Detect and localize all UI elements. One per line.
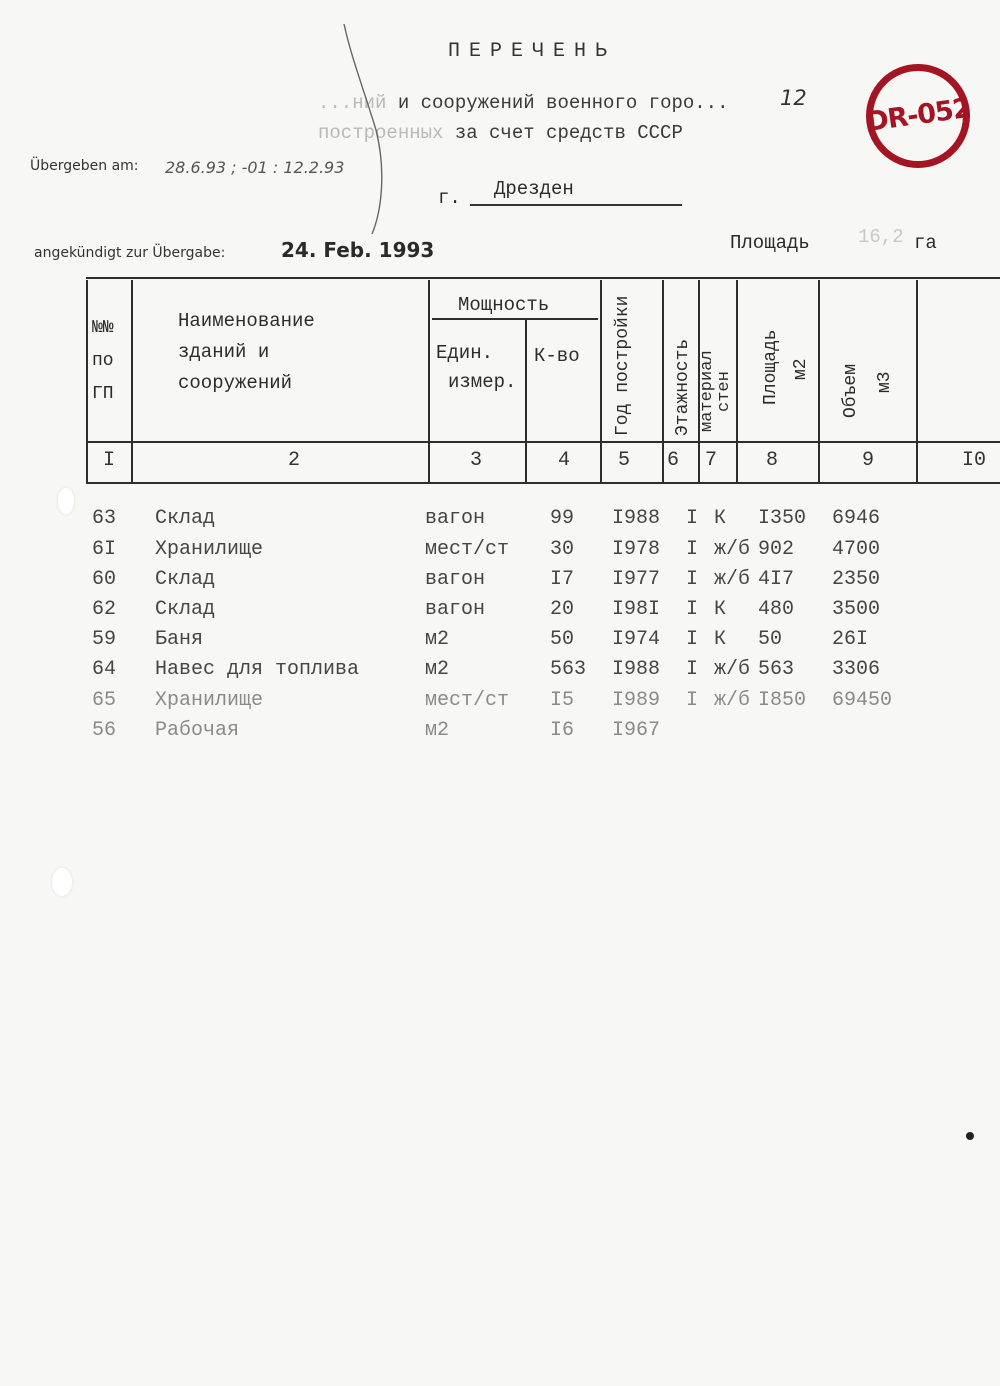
punch-hole-mark	[58, 488, 74, 514]
col-border-2	[428, 280, 430, 483]
row-qty: I6	[550, 719, 575, 742]
row-material: ж/б	[714, 689, 751, 712]
column-number-5: 5	[618, 449, 631, 472]
row-volume: 4700	[832, 538, 881, 561]
header-area-line-2: м2	[791, 358, 811, 380]
handwritten-number: 12	[780, 86, 807, 110]
header-qty: К-во	[534, 345, 580, 367]
header-unit-line-2: измер.	[448, 371, 517, 393]
header-divider	[86, 441, 1000, 443]
col-border-7	[736, 280, 738, 483]
header-material-line-1: материал	[698, 350, 717, 432]
row-num: 63	[92, 507, 117, 530]
angekuendigt-stamp: 24. Feb. 1993	[281, 238, 435, 262]
table-bottom-border	[86, 482, 1000, 484]
row-area: 480	[758, 598, 795, 621]
row-year: I978	[612, 538, 661, 561]
row-name: Рабочая	[155, 719, 240, 742]
row-unit: мест/ст	[425, 689, 510, 712]
row-qty: 50	[550, 628, 575, 651]
row-unit: вагон	[425, 507, 486, 530]
col-border-5	[662, 280, 664, 483]
row-volume: 6946	[832, 507, 881, 530]
area-label: Площадь	[730, 232, 810, 254]
row-material: К	[714, 507, 727, 530]
archive-stamp-text: DR-052	[864, 92, 973, 139]
row-year: I977	[612, 568, 661, 591]
subtitle-line-2-text: за счет средств СССР	[454, 122, 683, 144]
row-name: Склад	[155, 568, 216, 591]
row-num: 65	[92, 689, 117, 712]
header-name-line-2: зданий и	[178, 341, 270, 363]
subtitle-line-2-faded: построенных	[318, 122, 444, 144]
row-qty: I5	[550, 689, 575, 712]
city-label: г.	[438, 187, 461, 209]
row-floors: I	[686, 658, 699, 681]
column-number-9: 9	[862, 449, 875, 472]
row-name: Хранилище	[155, 689, 264, 712]
row-area: 4I7	[758, 568, 795, 591]
row-unit: вагон	[425, 598, 486, 621]
row-name: Хранилище	[155, 538, 264, 561]
row-name: Склад	[155, 598, 216, 621]
row-unit: м2	[425, 719, 450, 742]
row-year: I967	[612, 719, 661, 742]
col-border-8	[818, 280, 820, 483]
row-material: ж/б	[714, 658, 751, 681]
col-border-0	[86, 280, 88, 483]
row-area: 50	[758, 628, 783, 651]
row-num: 6I	[92, 538, 117, 561]
header-name	[178, 306, 315, 399]
row-volume: 26I	[832, 628, 869, 651]
area-value: 16,2	[858, 226, 904, 248]
column-number-4: 4	[558, 449, 571, 472]
row-year: I974	[612, 628, 661, 651]
row-year: I989	[612, 689, 661, 712]
header-num-line-3: ГП	[92, 384, 114, 404]
ink-dot-mark	[966, 1132, 974, 1140]
subtitle-line-1-text: и сооружений военного горо...	[397, 92, 729, 114]
punch-hole-mark	[52, 868, 72, 896]
header-area	[756, 329, 816, 405]
row-area: 902	[758, 538, 795, 561]
header-material	[699, 350, 733, 432]
row-volume: 69450	[832, 689, 893, 712]
header-num-line-2: по	[92, 351, 114, 371]
table-row	[0, 658, 1000, 688]
row-area: I350	[758, 507, 807, 530]
row-unit: м2	[425, 628, 450, 651]
row-unit: мест/ст	[425, 538, 510, 561]
row-unit: м2	[425, 658, 450, 681]
row-year: I98I	[612, 598, 661, 621]
col-border-4	[600, 280, 602, 483]
header-num-line-1: №№	[92, 318, 114, 338]
row-material: ж/б	[714, 568, 751, 591]
row-year: I988	[612, 658, 661, 681]
header-num	[92, 312, 114, 411]
subtitle-line-1-faded: ...ний	[318, 92, 387, 114]
table-row	[0, 538, 1000, 568]
header-volume-line-1: Объем	[841, 363, 861, 418]
row-name: Навес для топлива	[155, 658, 360, 681]
document-title: ПЕРЕЧЕНЬ	[448, 40, 617, 63]
uebergeben-value: 28.6.93 ; -01 : 12.2.93	[165, 158, 345, 177]
header-year: Год постройки	[613, 295, 633, 436]
header-volume-line-2: м3	[875, 371, 895, 393]
column-number-8: 8	[766, 449, 779, 472]
row-num: 62	[92, 598, 117, 621]
row-qty: 563	[550, 658, 587, 681]
column-number-2: 2	[288, 449, 301, 472]
row-name: Склад	[155, 507, 216, 530]
col-border-1	[131, 280, 133, 483]
angekuendigt-label: angekündigt zur Übergabe:	[34, 245, 226, 261]
header-volume	[834, 364, 902, 418]
row-name: Баня	[155, 628, 204, 651]
row-qty: 30	[550, 538, 575, 561]
row-num: 59	[92, 628, 117, 651]
row-floors: I	[686, 628, 699, 651]
row-qty: 20	[550, 598, 575, 621]
row-unit: вагон	[425, 568, 486, 591]
column-number-7: 7	[705, 449, 718, 472]
row-floors: I	[686, 689, 699, 712]
row-year: I988	[612, 507, 661, 530]
table-top-border	[86, 277, 1000, 279]
uebergeben-label: Übergeben am:	[30, 158, 139, 174]
table-row	[0, 568, 1000, 598]
row-floors: I	[686, 568, 699, 591]
row-volume: 2350	[832, 568, 881, 591]
header-power: Мощность	[458, 294, 550, 316]
row-material: ж/б	[714, 538, 751, 561]
row-area: 563	[758, 658, 795, 681]
row-qty: 99	[550, 507, 575, 530]
column-number-10: I0	[962, 449, 987, 472]
row-volume: 3500	[832, 598, 881, 621]
row-area: I850	[758, 689, 807, 712]
row-floors: I	[686, 507, 699, 530]
row-num: 56	[92, 719, 117, 742]
header-unit-line-1: Един.	[436, 342, 494, 364]
header-material-line-2: стен	[715, 371, 734, 412]
power-subdivider	[432, 318, 598, 320]
city-value: Дрезден	[494, 178, 574, 200]
row-floors: I	[686, 538, 699, 561]
header-name-line-3: сооружений	[178, 372, 293, 394]
row-volume: 3306	[832, 658, 881, 681]
col-border-9	[916, 280, 918, 483]
table-row	[0, 598, 1000, 628]
header-area-line-1: Площадь	[761, 329, 781, 405]
table-row	[0, 689, 1000, 719]
table-row	[0, 719, 1000, 749]
header-floors: Этажность	[673, 338, 693, 436]
col-border-3	[525, 320, 527, 483]
column-number-3: 3	[470, 449, 483, 472]
header-name-line-1: Наименование	[178, 310, 315, 332]
area-unit: га	[914, 232, 937, 254]
column-number-1: I	[103, 449, 116, 472]
city-underline	[470, 204, 682, 206]
pencil-stroke-mark	[330, 20, 400, 240]
row-floors: I	[686, 598, 699, 621]
row-num: 64	[92, 658, 117, 681]
row-num: 60	[92, 568, 117, 591]
row-material: К	[714, 628, 727, 651]
table-row	[0, 507, 1000, 537]
table-row	[0, 628, 1000, 658]
header-unit	[436, 339, 516, 397]
row-qty: I7	[550, 568, 575, 591]
column-number-6: 6	[667, 449, 680, 472]
row-material: К	[714, 598, 727, 621]
